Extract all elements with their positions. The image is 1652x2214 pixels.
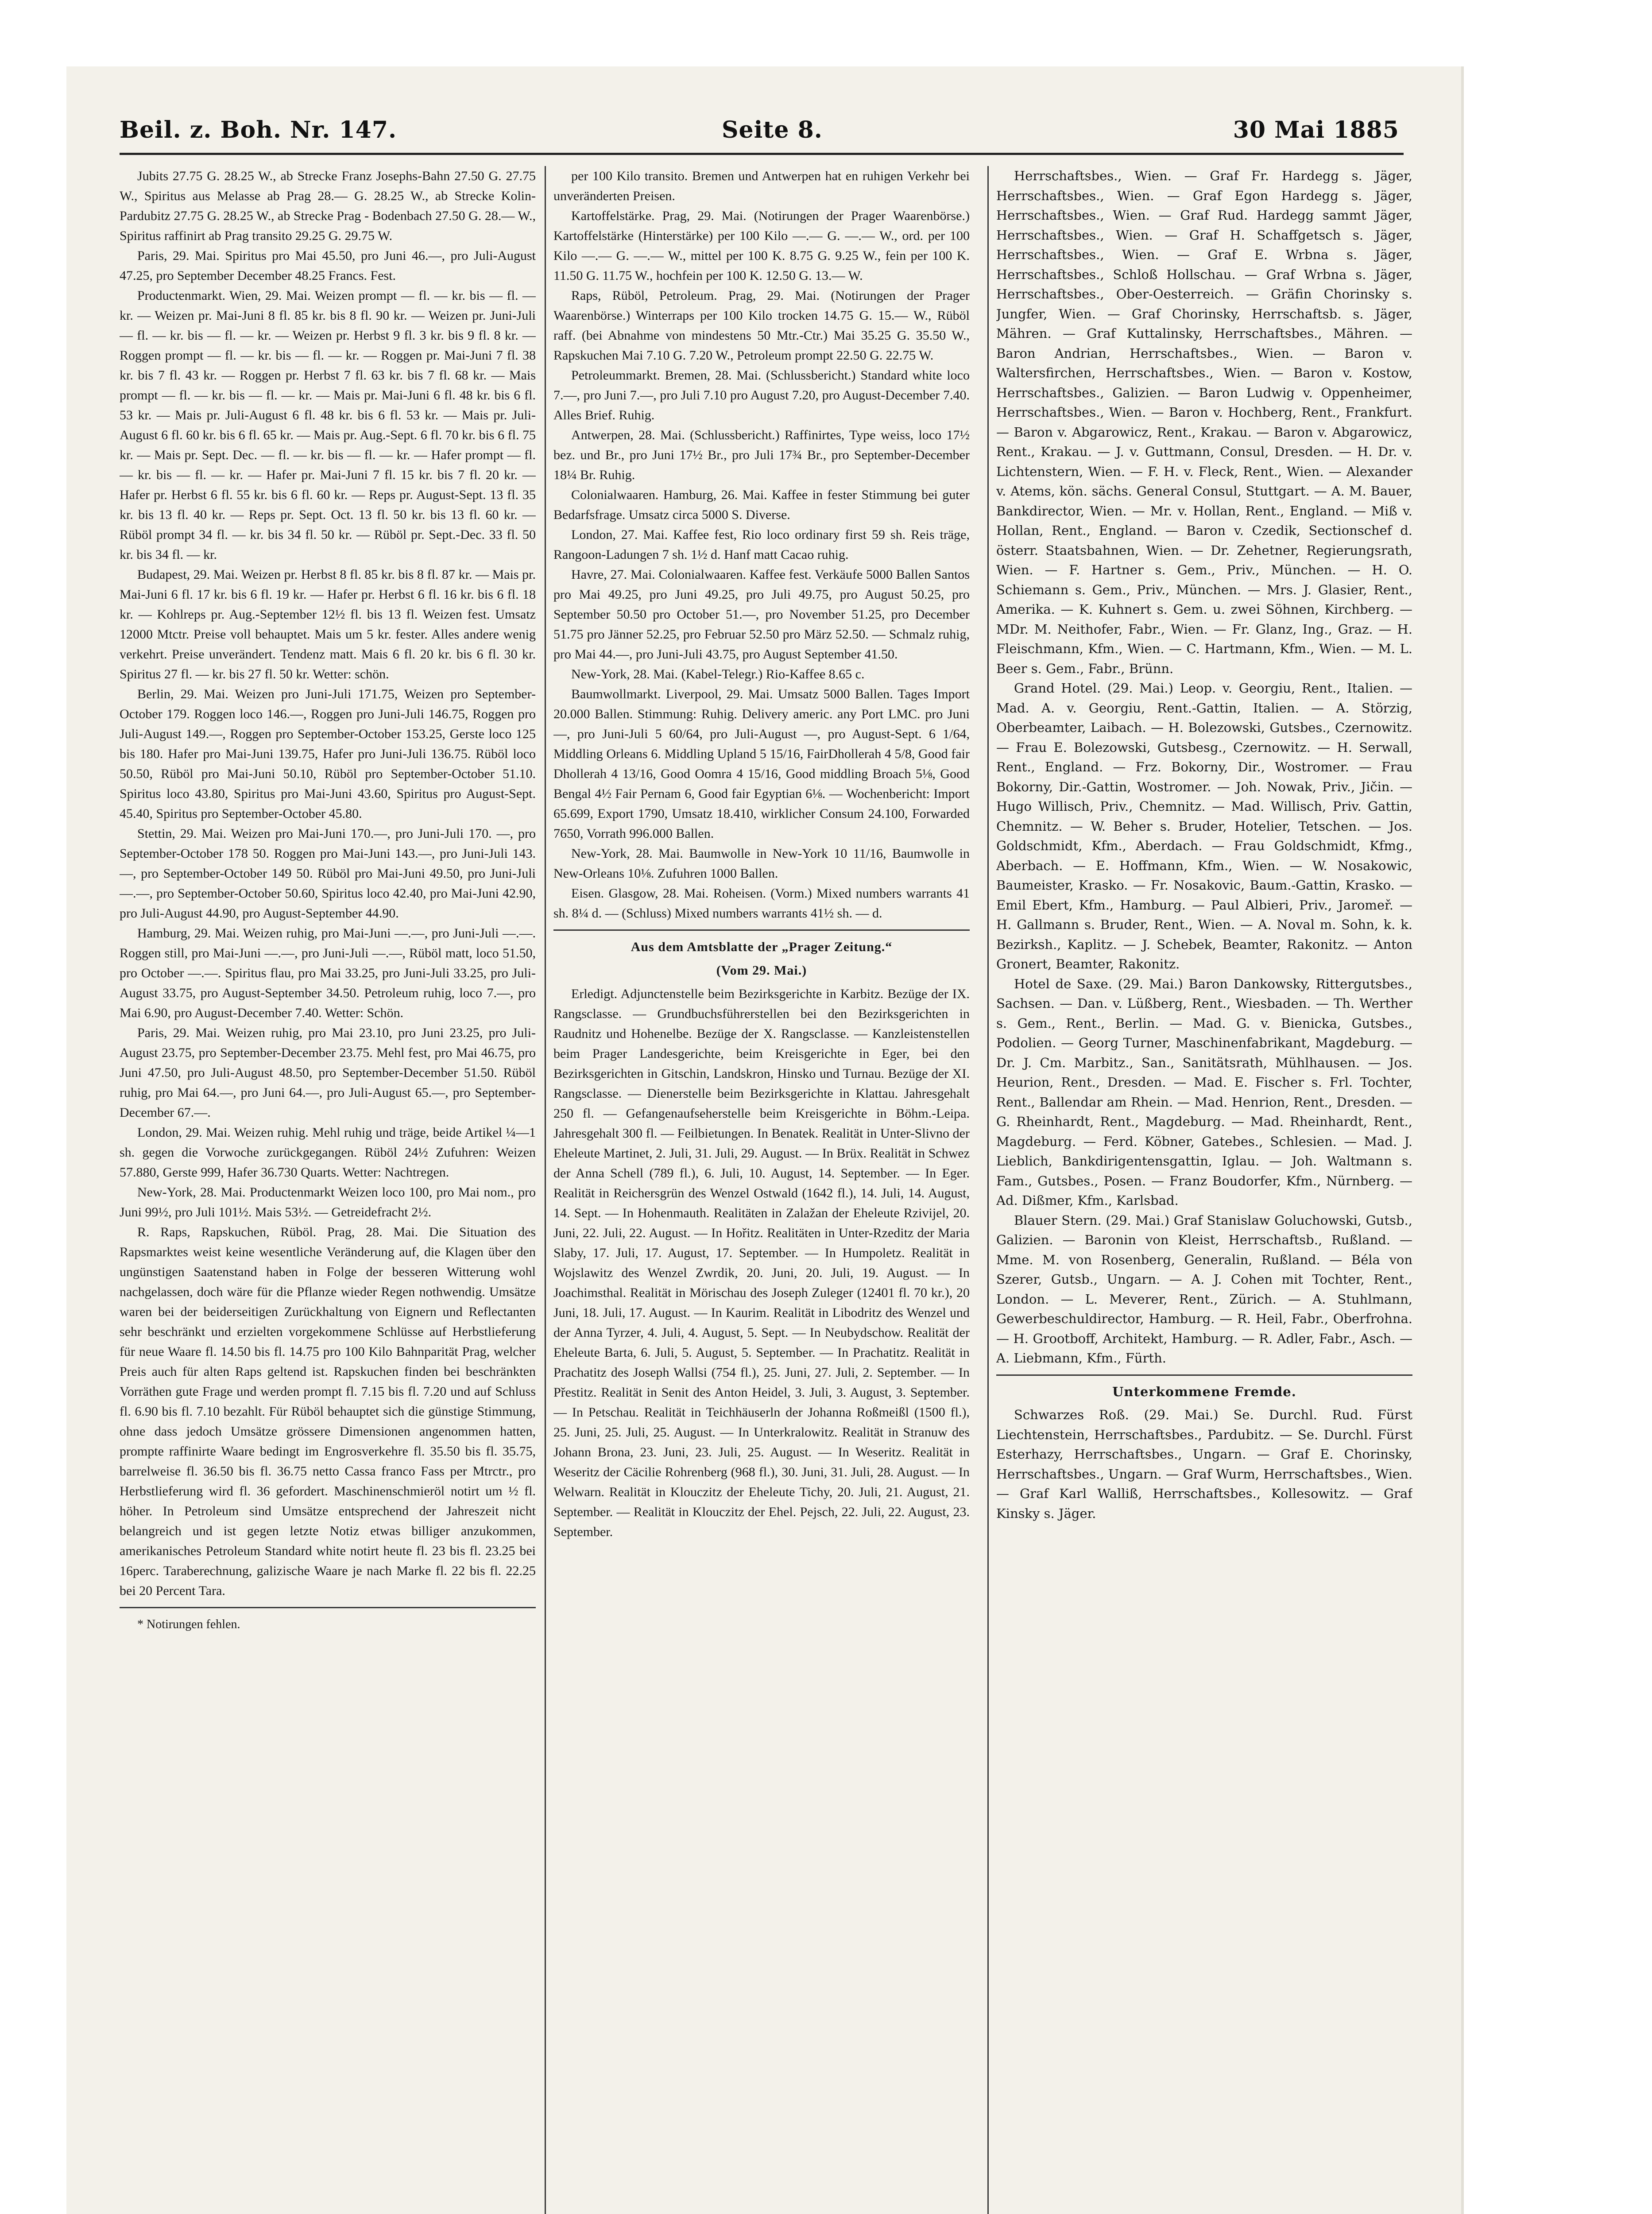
paragraph: Blauer Stern. (29. Mai.) Graf Stanislaw Goluchowski, Gutsb., Galizien. — Baronin von Kleist, Herrschaftsb., Rußland. — Mme. M. von Rosenberg, Generalin, Rußland. — Béla von Szerer, Gutsb., Ungarn. — A. J. Cohen mit Tochter, Rent., London. — L. Meverer, Rent., Zürich. — A. Stuhlmann, Gewerbeschuldirector, Hamburg. — R. Heil, Fabr., Oberfrohna. — H. Grootboff, Architekt, Hamburg. — R. Adler, Fabr., Asch. — A. Liebmann, Kfm., Fürth.	[996, 1212, 1412, 1366]
section-subtitle: (Vom 29. Mai.)	[716, 963, 807, 978]
paragraph: Herrschaftsbes., Wien. — Graf Fr. Hardegg s. Jäger, Herrschaftsbes., Wien. — Graf Egon Hardegg s. Jäger, Herrschaftsbes., Wien. — Graf Rud. Hardegg sammt Jäger, Herrschaftsbes., Wien. — Graf H. Schaffgetsch s. Jäger, Herrschaftsbes., Wien. — Graf E. Wrbna s. Jäger, Herrschaftsbes., Schloß Hollschau. — Graf Wrbna s. Jäger, Herrschaftsbes., Ober-Oesterreich. — Gräfin Chorinsky s. Jungfer, Wien. — Graf Chorinsky, Herrschaftsb. s. Jäger, Mähren. — Graf Kuttalinsky, Herrschaftsbes., Mähren. — Baron Andrian, Herrschaftsbes., Wien. — Baron v. Waltersfirchen, Herrschaftsbes., Wien. — Baron v. Kostow, Herrschaftsbes., Galizien. — Baron Ludwig v. Oppenheimer, Herrschaftsbes., Wien. — Baron v. Hochberg, Rent., Frankfurt. — Baron v. Abgarowicz, Rent., Krakau. — Baron v. Abgarowicz, Rent., Krakau. — J. v. Guttmann, Consul, Dresden. — H. Dr. v. Lichtenstern, Wien. — F. H. v. Fleck, Rent., Wien. — Alexander v. Atems, kön. sächs. General Consul, Stuttgart. — A. M. Bauer, Bankdirector, Wien. — Mr. v. Hollan, Rent., England. — Miß v. Hollan, Rent., England. — Baron v. Czedik, Sectionschef d. österr. Staatsbahnen, Wien. — Dr. Zehetner, Regierungsrath, Wien. — F. Hartner s. Gem., Priv., München. — H. O. Schiemann s. Gem., Priv., München. — Mrs. J. Glasier, Rent., Amerika. — K. Kuhnert s. Gem. u. zwei Söhnen, Kirchberg. — MDr. M. Neithofer, Fabr., Wien. — Fr. Glanz, Ing., Graz. — H. Fleischmann, Kfm., Wien. — C. Hartmann, Kfm., Wien. — M. L. Beer s. Gem., Fabr., Brünn.	[996, 168, 1412, 676]
supplement-number: Beil. z. Boh. Nr. 147.	[120, 116, 397, 143]
paragraph: Paris, 29. Mai. Spiritus pro Mai 45.50, pro Juni 46.—, pro Juli-August 47.25, pro September December 48.25 Francs. Fest.	[120, 248, 536, 283]
section-title: Unterkommene Fremde.	[1112, 1384, 1296, 1399]
paragraph: Grand Hotel. (29. Mai.) Leop. v. Georgiu, Rent., Italien. — Mad. A. v. Georgiu, Rent.-Gattin, Italien. — A. Störzig, Oberbeamter, Laibach. — H. Bolezowski, Gutsbes., Czernowitz. — Frau E. Bolezowski, Gutsbesg., Czernowitz. — H. Serwall, Rent., England. — Frz. Bokorny, Dir., Wostromer. — Frau Bokorny, Dir.-Gattin, Wostromer. — Joh. Nowak, Priv., Jičin. — Hugo Willisch, Priv., Chemnitz. — Mad. Willisch, Priv. Gattin, Chemnitz. — W. Beher s. Bruder, Hotelier, Tetschen. — Jos. Goldschmidt, Kfm., Aberdach. — Frau Goldschmidt, Kfmg., Aberbach. — E. Hoffmann, Kfm., Wien. — W. Nosakowic, Baumeister, Krasko. — Fr. Nosakovic, Baum.-Gattin, Krasko. — Emil Ebert, Kfm., Hamburg. — Paul Albieri, Priv., Jaromeř. — H. Gallmann s. Bruder, Rent., Wien. — A. Noval m. Sohn, k. k. Bezirksh., Kaplitz. — J. Schebek, Beamter, Rakonitz. — Anton Gronert, Beamter, Rakonitz.	[996, 681, 1412, 972]
paragraph: Kartoffelstärke. Prag, 29. Mai. (Notirungen der Prager Waarenbörse.) Kartoffelstärke (Hinterstärke) per 100 Kilo —.— G. —.— W., ord. per 100 Kilo —.— G. —.— W., mittel per 100 K. 8.75 G. 9.25 W., fein per 100 K. 11.50 G. 11.75 W., hochfein per 100 K. 12.50 G. 13.— W.	[553, 209, 970, 283]
paragraph: Havre, 27. Mai. Colonialwaaren. Kaffee fest. Verkäufe 5000 Ballen Santos pro Mai 49.25, pro Juni 49.25, pro Juli 49.75, pro August 50.25, pro September 50.50 pro October 51.—, pro November 51.25, pro December 51.75 pro Jänner 52.25, pro Februar 52.50 pro März 52.50. — Schmalz ruhig, pro Mai 44.—, pro Juni-Juli 43.75, pro August September 41.50.	[553, 567, 970, 662]
paragraph: Petroleummarkt. Bremen, 28. Mai. (Schlussbericht.) Standard white loco 7.—, pro Juni 7.—, pro Juli 7.10 pro August 7.20, pro August-December 7.40. Alles Brief. Ruhig.	[553, 368, 970, 422]
paragraph: Antwerpen, 28. Mai. (Schlussbericht.) Raffinirtes, Type weiss, loco 17½ bez. und Br., pro Juni 17½ Br., pro Juli 17¾ Br., pro September-December 18¼ Br. Ruhig.	[553, 428, 970, 482]
paragraph: Colonialwaaren. Hamburg, 26. Mai. Kaffee in fester Stimmung bei guter Bedarfsfrage. Umsatz circa 5000 S. Diverse.	[553, 488, 970, 522]
paragraph: Hamburg, 29. Mai. Weizen ruhig, pro Mai-Juni —.—, pro Juni-Juli —.—. Roggen still, pro Mai-Juni —.—, pro Juni-Juli —.—, Rüböl matt, loco 51.50, pro October —.—. Spiritus flau, pro Mai 33.25, pro Juni-Juli 33.25, pro Juli-August 33.75, pro August-September 34.50. Petroleum ruhig, loco 7.—, pro Mai 6.90, pro August-December 7.40. Wetter: Schön.	[120, 926, 536, 1020]
paragraph: New-York, 28. Mai. (Kabel-Telegr.) Rio-Kaffee 8.65 c.	[571, 667, 865, 681]
paragraph: Jubits 27.75 G. 28.25 W., ab Strecke Franz Josephs-Bahn 27.50 G. 27.75 W., Spiritus aus Melasse ab Prag 28.— G. 28.25 W., ab Strecke Kolin-Pardubitz 27.75 G. 28.25 W., ab Strecke Prag - Bodenbach 27.50 G. 28.— W., Spiritus raffinirt ab Prag transito 29.25 G. 29.75 W.	[120, 169, 536, 243]
paragraph: R. Raps, Rapskuchen, Rüböl. Prag, 28. Mai. Die Situation des Rapsmarktes weist keine wesentliche Veränderung auf, die Klagen über den ungünstigen Saatenstand haben in Folge der besseren Witterung wohl nachgelassen, doch wäre für die Pflanze wieder Regen nothwendig. Umsätze waren bei der beiderseitigen Zurückhaltung von Eignern und Reflectanten sehr beschränkt und erzielten vorgekommene Schlüsse auf Herbstlieferung für neue Waare fl. 14.50 bis fl. 14.75 pro 100 Kilo Bahnparität Prag, welcher Preis auch für alten Raps geltend ist. Rapskuchen finden bei beschränkten Vorräthen gute Frage und werden prompt fl. 7.15 bis fl. 7.20 und auf Schluss fl. 6.90 bis fl. 7.10 bezahlt. Für Rüböl behauptet sich die günstige Stimmung, ohne dass jedoch Umsätze grössere Dimensionen angenommen hatten, prompte raffinirte Waare bedingt im Engrosverkehre fl. 35.50 bis fl. 35.75, barrelweise fl. 36.50 bis fl. 36.75 netto Cassa franco Fass per Mtrctr., pro Herbstlieferung wird fl. 36 gefordert. Maschinenschmieröl notirt um ½ fl. höher. In Petroleum sind Umsätze entsprechend der Jahreszeit nicht belangreich und ist gegen letzte Notiz etwas billiger anzukommen, amerikanisches Petroleum Standard white notirt heute fl. 23 bis fl. 23.25 bei 16perc. Taraberechnung, galizische Waare je nach Marke fl. 22 bis fl. 22.25 bei 20 Percent Tara.	[120, 1225, 536, 1598]
page-header	[120, 113, 1404, 155]
paragraph: Erledigt. Adjunctenstelle beim Bezirksgerichte in Karbitz. Bezüge der IX. Rangsclasse. — Grundbuchsführerstellen bei den Bezirksgerichten in Raudnitz und Hohenelbe. Bezüge der X. Rangsclasse. — Kanzleistenstellen beim Prager Landesgerichte, beim Kreisgerichte in Eger, bei den Bezirksgerichten in Gitschin, Landskron, Hinsko und Turnau. Bezüge der XI. Rangsclasse. — Dienerstelle beim Bezirksgerichte in Klattau. Jahresgehalt 250 fl. — Gefangenaufseherstelle beim Kreisgerichte in Böhm.-Leipa. Jahresgehalt 300 fl. — Feilbietungen. In Benatek. Realität in Unter-Slivno der Eheleute Martinet, 2. Juli, 31. Juli, 29. August. — In Brüx. Realität in Schwez der Anna Schell (789 fl.), 6. Juli, 10. August, 14. September. — In Eger. Realität in Reichersgrün des Wenzel Ostwald (1642 fl.), 14. Juli, 14. August, 14. Sept. — In Hohenmauth. Realitäten in Zalažan der Eheleute Rzivijel, 20. Juni, 22. Juli, 22. August. — In Hořitz. Realitäten in Unter-Rzeditz der Maria Slaby, 17. Juli, 17. August, 17. September. — In Humpoletz. Realität in Wojslawitz des Wenzel Zwrdik, 20. Juni, 20. Juli, 19. August. — In Joachimsthal. Realität in Mörischau des Joseph Zuleger (12401 fl. 70 kr.), 20 Juni, 18. Juli, 17. August. — In Kaurim. Realität in Libodritz des Wenzel und der Anna Tyrzer, 4. Juli, 4. August, 5. Sept. — In Neubydschow. Realität der Eheleute Barta, 6. Juli, 5. August, 5. September. — In Prachatitz. Realität in Prachatitz des Joseph Wallsi (754 fl.), 25. Juni, 27. Juli, 2. September. — In Přestitz. Realität in Senit des Anton Heidel, 3. Juli, 3. August, 3. September. — In Petschau. Realität in Teichhäuserln der Johanna Roßmeißl (1500 fl.), 25. Juni, 25. Juli, 25. August. — In Unterkralowitz. Realität in Stranuw des Johann Brona, 23. Juni, 23. Juli, 25. August. — In Weseritz. Realität in Weseritz der Cäcilie Rohrenberg (968 fl.), 30. Juni, 31. Juli, 28. August. — In Welwarn. Realität in Klouczitz der Eheleute Tichy, 20. Juli, 21. August, 21. September. — Realität in Klouczitz der Ehel. Pejsch, 22. Juli, 22. August, 23. September.	[553, 987, 970, 1539]
issue-date: 30 Mai 1885	[1233, 116, 1399, 143]
divider	[553, 929, 970, 931]
paragraph: Raps, Rüböl, Petroleum. Prag, 29. Mai. (Notirungen der Prager Waarenbörse.) Winterraps per 100 Kilo trocken 14.75 G. 15.— W., Rüböl raff. (bei Abnahme von mindestens 50 Mtr.-Ctr.) Mai 35.25 G. 35.50 W., Rapskuchen Mai 7.10 G. 7.20 W., Petroleum prompt 22.50 G. 22.75 W.	[553, 288, 970, 363]
section-title: Aus dem Amtsblatte der „Prager Zeitung.“	[631, 940, 893, 954]
page-margin	[1461, 0, 1652, 2214]
column-rule	[987, 166, 989, 2214]
divider	[996, 1374, 1412, 1376]
paragraph: Productenmarkt. Wien, 29. Mai. Weizen prompt — fl. — kr. bis — fl. — kr. — Weizen pr. Mai-Juni 8 fl. 85 kr. bis 8 fl. 90 kr. — Weizen pr. Juni-Juli — fl. — kr. bis — fl. — kr. — Weizen pr. Herbst 9 fl. 3 kr. bis 9 fl. 8 kr. — Roggen prompt — fl. — kr. bis — fl. — kr. — Roggen pr. Mai-Juni 7 fl. 38 kr. bis 7 fl. 43 kr. — Roggen pr. Herbst 7 fl. 63 kr. bis 7 fl. 68 kr. — Mais prompt — fl. — kr. bis — fl. — kr. — Mais pr. Mai-Juni 6 fl. 48 kr. bis 6 fl. 53 kr. — Mais pr. Juli-August 6 fl. 48 kr. bis 6 fl. 53 kr. — Mais pr. Juli-August 6 fl. 60 kr. bis 6 fl. 65 kr. — Mais pr. Aug.-Sept. 6 fl. 70 kr. bis 6 fl. 75 kr. — Mais pr. Sept. Dec. — fl. — kr. bis — fl. — kr. — Hafer prompt — fl. — kr. bis — fl. — kr. — Hafer pr. Mai-Juni 7 fl. 15 kr. bis 7 fl. 20 kr. — Hafer pr. Herbst 6 fl. 55 kr. bis 6 fl. 60 kr. — Reps pr. August-Sept. 13 fl. 35 kr. bis 13 fl. 40 kr. — Reps pr. Sept. Oct. 13 fl. 50 kr. bis 13 fl. 60 kr. — Rüböl prompt 34 fl. — kr. bis 34 fl. 50 kr. — Rüböl pr. Sept.-Dec. 33 fl. 50 kr. bis 34 fl. — kr.	[120, 288, 536, 562]
page-number: Seite 8.	[722, 116, 823, 143]
column-arrivals	[996, 166, 1412, 2214]
column-rule	[545, 166, 546, 2214]
paragraph: London, 29. Mai. Weizen ruhig. Mehl ruhig und träge, beide Artikel ¼—1 sh. gegen die Vorwoche zurückgegangen. Rüböl 24½ Zufuhren: Weizen 57.880, Gerste 999, Hafer 36.730 Quarts. Wetter: Nachtregen.	[120, 1125, 536, 1180]
paragraph: London, 27. Mai. Kaffee fest, Rio loco ordinary first 59 sh. Reis träge, Rangoon-Ladungen 7 sh. 1½ d. Hanf matt Cacao ruhig.	[553, 527, 970, 562]
paragraph: Budapest, 29. Mai. Weizen pr. Herbst 8 fl. 85 kr. bis 8 fl. 87 kr. — Mais pr. Mai-Juni 6 fl. 17 kr. bis 6 fl. 19 kr. — Hafer pr. Herbst 6 fl. 16 kr. bis 6 fl. 18 kr. — Kohlreps pr. Aug.-September 12½ fl. bis 13 fl. Weizen fest. Umsatz 12000 Mtctr. Preise voll behauptet. Mais um 5 kr. fester. Alles andere wenig verkehrt. Preise unverändert. Tendenz matt. Mais 6 fl. 20 kr. bis 6 fl. 30 kr. Spiritus 27 fl. — kr. bis 27 fl. 50 kr. Wetter: schön.	[120, 567, 536, 681]
paragraph: New-York, 28. Mai. Productenmarkt Weizen loco 100, pro Mai nom., pro Juni 99½, pro Juli 101½. Mais 53½. — Getreidefracht 2½.	[120, 1185, 536, 1219]
column-commodities	[553, 166, 970, 2214]
column-market-reports	[120, 166, 536, 2214]
footnote: * Notirungen fehlen.	[137, 1618, 240, 1631]
paragraph: Baumwollmarkt. Liverpool, 29. Mai. Umsatz 5000 Ballen. Tages Import 20.000 Ballen. Stimmung: Ruhig. Delivery americ. any Port LMC. pro Juni —, pro Juni-Juli 5 60/64, pro Juli-August —, pro August-Sept. 6 1/64, Middling Orleans 6. Middling Upland 5 15/16, FairDhollerah 4 5/8, Good fair Dhollerah 4 13/16, Good Oomra 4 15/16, Good middling Broach 5⅛, Good Bengal 4½ Fair Pernam 6, Good fair Egyptian 6⅛. — Wochenbericht: Import 65.699, Export 1790, Umsatz 18.410, wirklicher Consum 24.100, Forwarded 7650, Vorrath 996.000 Ballen.	[553, 687, 970, 841]
paragraph: Berlin, 29. Mai. Weizen pro Juni-Juli 171.75, Weizen pro September-October 179. Roggen loco 146.—, Roggen pro Juni-Juli 146.75, Roggen pro Juli-August 149.—, Roggen pro September-October 153.25, Gerste loco 125 bis 180. Hafer pro Mai-Juni 139.75, Hafer pro Juni-Juli 136.75. Rüböl loco 50.50, Rüböl pro Mai-Juni 50.10, Rüböl pro September-October 51.10. Spiritus loco 43.80, Spiritus pro Mai-Juni 43.60, Spiritus pro August-Sept. 45.40, Spiritus pro September-October 45.80.	[120, 687, 536, 821]
paragraph: Paris, 29. Mai. Weizen ruhig, pro Mai 23.10, pro Juni 23.25, pro Juli-August 23.75, pro September-December 23.75. Mehl fest, pro Mai 46.75, pro Juni 47.50, pro Juli-August 48.50, pro September-December 51.50. Rüböl ruhig, pro Mai 64.—, pro Juni 64.—, pro Juli-August 65.—, pro September-December 67.—.	[120, 1026, 536, 1120]
paragraph: per 100 Kilo transito. Bremen und Antwerpen hat en ruhigen Verkehr bei unveränderten Preisen.	[553, 169, 970, 203]
paragraph: Eisen. Glasgow, 28. Mai. Roheisen. (Vorm.) Mixed numbers warrants 41 sh. 8¼ d. — (Schluss) Mixed numbers warrants 41½ sh. — d.	[553, 886, 970, 921]
paragraph: Hotel de Saxe. (29. Mai.) Baron Dankowsky, Rittergutsbes., Sachsen. — Dan. v. Lüßberg, Rent., Wiesbaden. — Th. Werther s. Gem., Rent., Berlin. — Mad. G. v. Bienicka, Gutsbes., Podolien. — Georg Turner, Maschinenfabrikant, Magdeburg. — Dr. J. Cm. Marbitz., San., Sanitätsrath, Mühlhausen. — Jos. Heurion, Rent., Dresden. — Mad. E. Fischer s. Frl. Tochter, Rent., Ballendar am Rhein. — Mad. Henrion, Rent., Dresden. — G. Rheinhardt, Rent., Magdeburg. — Mad. Rheinhardt, Rent., Magdeburg. — Ferd. Köbner, Gatebes., Schlesien. — Mad. J. Lieblich, Bankdirigentensgattin, Iglau. — Joh. Waltmann s. Fam., Gutsbes., Posen. — Franz Boudorfer, Kfm., Nürnberg. — Ad. Dißmer, Kfm., Karlsbad.	[996, 976, 1412, 1208]
paragraph: Stettin, 29. Mai. Weizen pro Mai-Juni 170.—, pro Juni-Juli 170. —, pro September-October 178 50. Roggen pro Mai-Juni 143.—, pro Juni-Juli 143.—, pro September-October 149 50. Rüböl pro Mai-Juni 49.50, pro Juni-Juli —.—, pro September-October 50.60, Spiritus loco 42.40, pro Mai-Juni 42.90, pro Juli-August 44.90, pro August-September 44.90.	[120, 826, 536, 921]
divider	[120, 1607, 536, 1608]
paragraph: Schwarzes Roß. (29. Mai.) Se. Durchl. Rud. Fürst Liechtenstein, Herrschaftsbes., Pardubitz. — Se. Durchl. Fürst Esterhazy, Herrschaftsbes., Ungarn. — Graf E. Chorinsky, Herrschaftsbes., Ungarn. — Graf Wurm, Herrschaftsbes., Wien. — Graf Karl Walliß, Herrschaftsbes., Kollesowitz. — Graf Kinsky s. Jäger.	[996, 1407, 1412, 1521]
paragraph: New-York, 28. Mai. Baumwolle in New-York 10 11/16, Baumwolle in New-Orleans 10⅛. Zufuhren 1000 Ballen.	[553, 846, 970, 881]
